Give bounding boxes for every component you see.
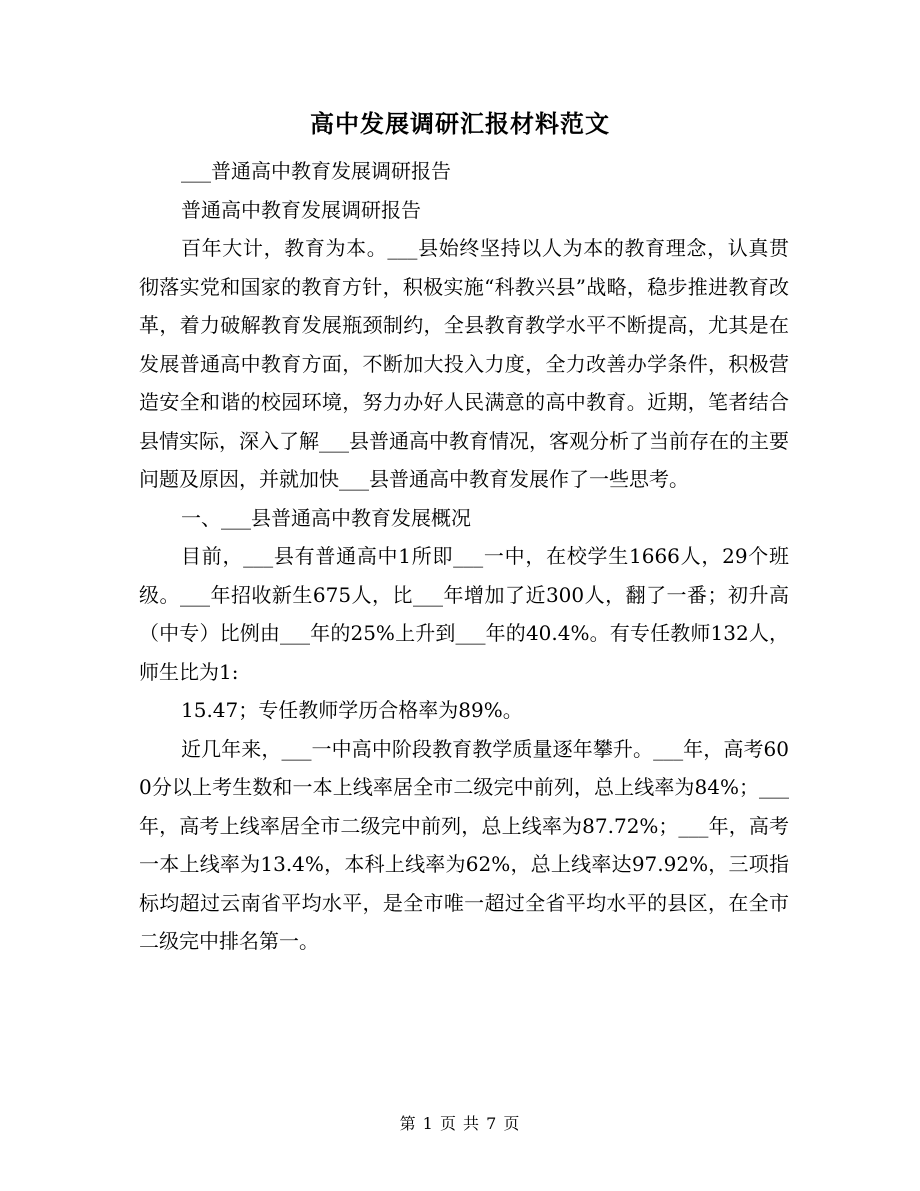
- statistics-continued-paragraph: 15.47；专任教师学历合格率为89%。: [181, 698, 523, 722]
- intro-paragraph: 百年大计，教育为本。___县始终坚持以人为本的教育理念，认真贯彻落实党和国家的教育方针，积极实施“科教兴县”战略，稳步推进教育改革，着力破解教育发展瓶颈制约，全县教育教学水平不断提高，尤其是在发展普通高中教育方面，不断加大投入力度，全力改善办学条件，积极营造安全和谐的校园环境，努力办好人民满意的高中教育。近期，笔者结合县情实际，深入了解___县普通高中教育情况，客观分析了当前存在的主要问题及原因，并就加快___县普通高中教育发展作了一些思考。: [139, 236, 789, 491]
- document-title: 高中发展调研汇报材料范文: [310, 109, 610, 138]
- subtitle-paragraph: ___普通高中教育发展调研报告: [181, 159, 451, 183]
- document-body: [139, 152, 789, 961]
- page-number: 第 1 页 共 7 页: [399, 1114, 521, 1133]
- section-heading-overview: 一、___县普通高中教育发展概况: [181, 505, 471, 530]
- report-title-paragraph: 普通高中教育发展调研报告: [181, 197, 421, 222]
- quality-paragraph: 近几年来，___一中高中阶段教育教学质量逐年攀升。___年，高考600分以上考生数和一本上线率居全市二级完中前列，总上线率为84%；___年，高考上线率居全市二级完中前列，总上线率为87.72%；___年，高考一本上线率为13.4%，本科上线率为62%，总上线率达97.92%，三项指标均超过云南省平均水平，是全市唯一超过全省平均水平的县区，在全市二级完中排名第一。: [139, 736, 789, 953]
- statistics-paragraph: 目前，___县有普通高中1所即___一中，在校学生1666人，29个班级。___年招收新生675人，比___年增加了近300人，翻了一番；初升高（中专）比例由___年的25%上升到___年的40.4%。有专任教师132人，师生比为1:: [139, 544, 789, 684]
